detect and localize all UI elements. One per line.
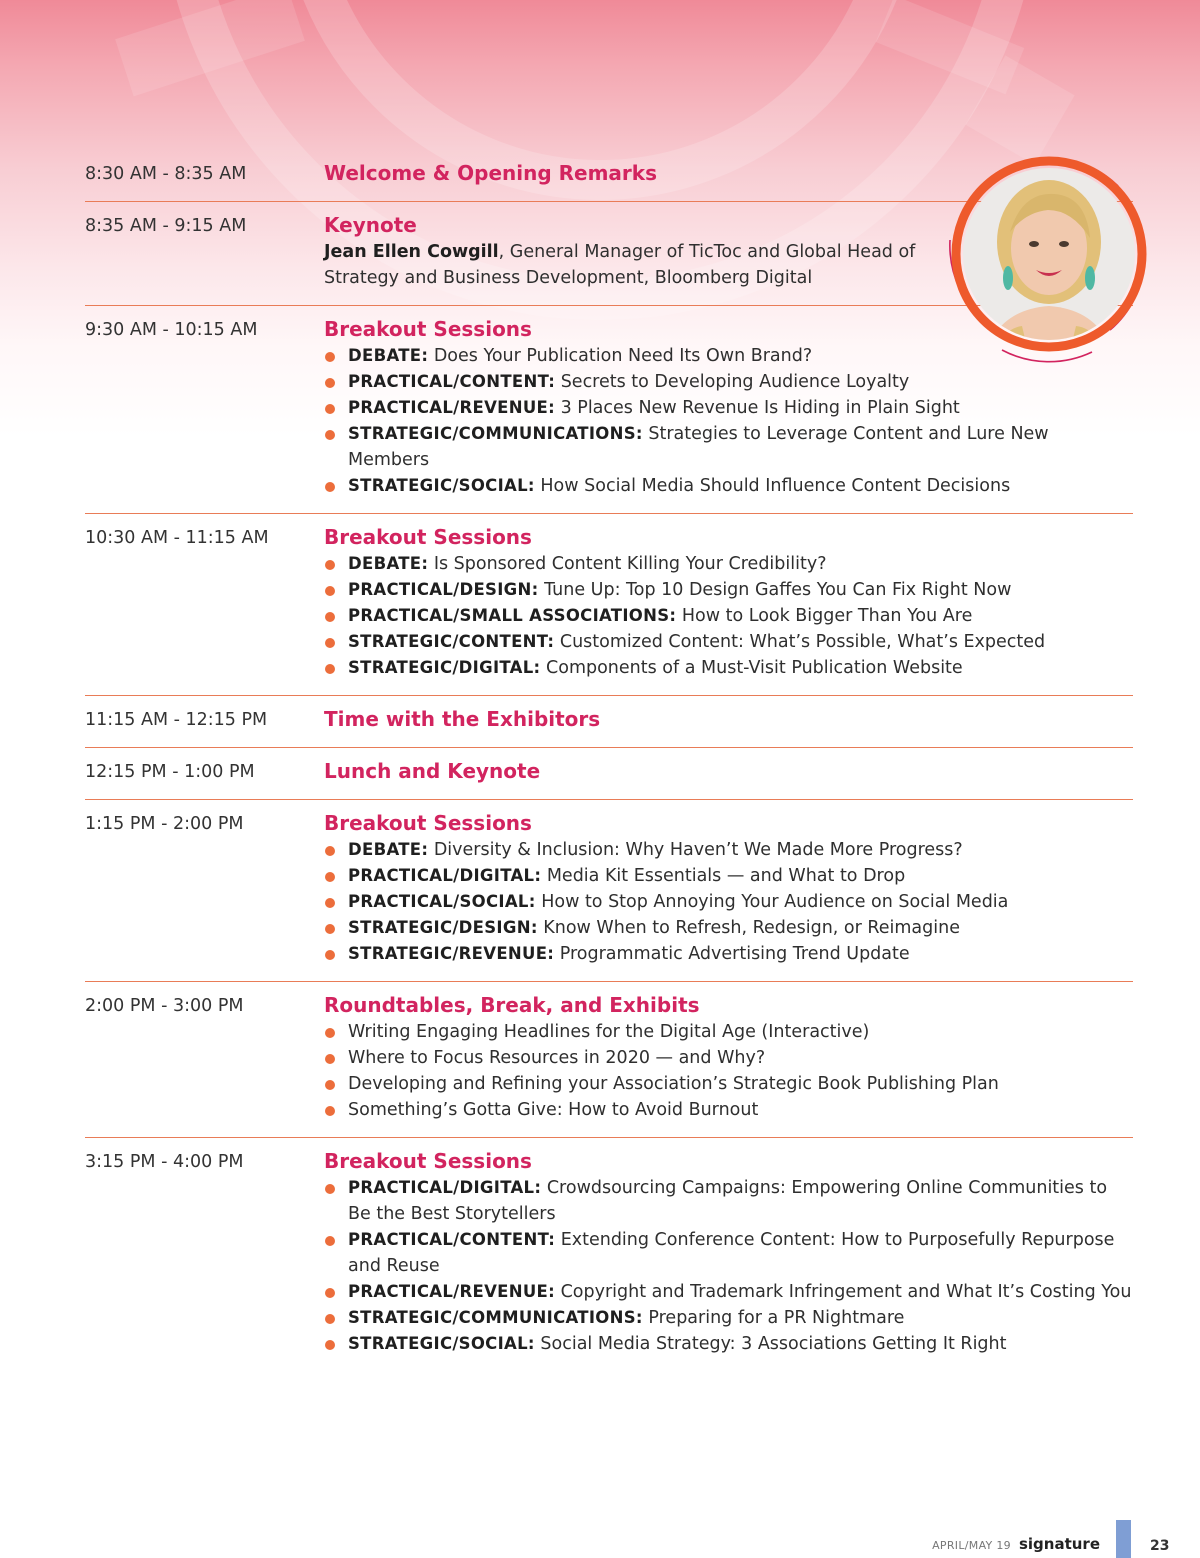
list-item xyxy=(324,577,1133,603)
bullet-icon xyxy=(325,638,335,648)
session-category: PRACTICAL/SOCIAL: xyxy=(348,892,536,911)
session-topic: Know When to Refresh, Redesign, or Reimagine xyxy=(537,918,960,938)
bullet-icon xyxy=(325,586,335,596)
bullet-icon xyxy=(325,352,335,362)
session-topic: Copyright and Trademark Infringement and What It’s Costing You xyxy=(555,1282,1132,1302)
session-time: 2:00 PM - 3:00 PM xyxy=(85,996,244,1016)
footer-issue xyxy=(932,1535,1100,1553)
bullet-icon xyxy=(325,664,335,674)
session-list xyxy=(324,837,1133,967)
bullet-icon xyxy=(325,1106,335,1116)
session-category: PRACTICAL/REVENUE: xyxy=(348,1282,555,1301)
session-topic: Customized Content: What’s Possible, What’s Expected xyxy=(554,632,1046,652)
agenda-row xyxy=(85,514,1133,696)
bullet-icon xyxy=(325,1028,335,1038)
list-item xyxy=(324,863,1133,889)
agenda-row xyxy=(85,696,1133,748)
session-list xyxy=(324,551,1133,681)
session-title: Roundtables, Break, and Exhibits xyxy=(324,993,700,1017)
session-topic: Developing and Refining your Association’s Strategic Book Publishing Plan xyxy=(348,1074,999,1094)
bullet-icon xyxy=(325,1314,335,1324)
bullet-icon xyxy=(325,1054,335,1064)
session-topic: Writing Engaging Headlines for the Digital Age (Interactive) xyxy=(348,1022,870,1042)
session-category: STRATEGIC/COMMUNICATIONS: xyxy=(348,1308,643,1327)
session-title: Time with the Exhibitors xyxy=(324,707,601,731)
list-item xyxy=(324,421,1133,473)
list-item xyxy=(324,1305,1133,1331)
session-category: PRACTICAL/DIGITAL: xyxy=(348,866,542,885)
bullet-icon xyxy=(325,1340,335,1350)
list-item xyxy=(324,1331,1133,1357)
list-item xyxy=(324,1097,1133,1123)
session-time: 3:15 PM - 4:00 PM xyxy=(85,1152,244,1172)
session-content xyxy=(324,992,1133,1123)
list-item xyxy=(324,1279,1133,1305)
session-topic: Extending Conference Content: How to Purposefully Repurpose and Reuse xyxy=(348,1230,1115,1276)
list-item xyxy=(324,473,1133,499)
list-item xyxy=(324,1071,1133,1097)
list-item xyxy=(324,629,1133,655)
session-content xyxy=(324,810,1133,967)
session-content xyxy=(324,758,1133,785)
session-topic: Does Your Publication Need Its Own Brand? xyxy=(428,346,813,366)
session-title: Breakout Sessions xyxy=(324,811,532,835)
session-topic: Social Media Strategy: 3 Associations Getting It Right xyxy=(534,1334,1007,1354)
session-title: Welcome & Opening Remarks xyxy=(324,161,657,185)
list-item xyxy=(324,1175,1133,1227)
session-topic: Tune Up: Top 10 Design Gaffes You Can Fix Right Now xyxy=(538,580,1012,600)
speaker-name: Jean Ellen Cowgill xyxy=(324,242,499,262)
session-category: STRATEGIC/COMMUNICATIONS: xyxy=(348,424,643,443)
page-number: 23 xyxy=(1150,1538,1170,1554)
session-topic: How to Look Bigger Than You Are xyxy=(676,606,973,626)
session-topic: Crowdsourcing Campaigns: Empowering Online Communities to Be the Best Storytellers xyxy=(348,1178,1108,1224)
list-item xyxy=(324,941,1133,967)
session-category: STRATEGIC/REVENUE: xyxy=(348,944,555,963)
session-topic: Strategies to Leverage Content and Lure New Members xyxy=(348,424,1049,470)
session-category: PRACTICAL/REVENUE: xyxy=(348,398,555,417)
bullet-icon xyxy=(325,950,335,960)
session-topic: Programmatic Advertising Trend Update xyxy=(554,944,910,964)
session-content xyxy=(324,524,1133,681)
footer-accent-bar xyxy=(1116,1520,1131,1558)
session-category: DEBATE: xyxy=(348,554,429,573)
list-item xyxy=(324,1045,1133,1071)
session-time: 9:30 AM - 10:15 AM xyxy=(85,320,258,340)
list-item xyxy=(324,915,1133,941)
session-category: STRATEGIC/SOCIAL: xyxy=(348,476,535,495)
session-topic: Something’s Gotta Give: How to Avoid Burnout xyxy=(348,1100,759,1120)
bullet-icon xyxy=(325,846,335,856)
bullet-icon xyxy=(325,404,335,414)
session-content xyxy=(324,1148,1133,1357)
bullet-icon xyxy=(325,1184,335,1194)
session-category: STRATEGIC/SOCIAL: xyxy=(348,1334,535,1353)
session-category: DEBATE: xyxy=(348,346,429,365)
session-topic: 3 Places New Revenue Is Hiding in Plain Sight xyxy=(555,398,960,418)
bullet-icon xyxy=(325,1236,335,1246)
session-topic: Secrets to Developing Audience Loyalty xyxy=(555,372,910,392)
keynote-speaker-photo xyxy=(942,150,1160,368)
session-category: STRATEGIC/DESIGN: xyxy=(348,918,538,937)
list-item xyxy=(324,551,1133,577)
bullet-icon xyxy=(325,1080,335,1090)
session-category: STRATEGIC/CONTENT: xyxy=(348,632,555,651)
session-title: Lunch and Keynote xyxy=(324,759,541,783)
session-category: DEBATE: xyxy=(348,840,429,859)
agenda-row xyxy=(85,1138,1133,1371)
session-time: 1:15 PM - 2:00 PM xyxy=(85,814,244,834)
session-topic: Components of a Must-Visit Publication Website xyxy=(540,658,963,678)
session-category: PRACTICAL/CONTENT: xyxy=(348,1230,556,1249)
session-category: PRACTICAL/SMALL ASSOCIATIONS: xyxy=(348,606,677,625)
session-content xyxy=(324,706,1133,733)
session-time: 12:15 PM - 1:00 PM xyxy=(85,762,255,782)
bullet-icon xyxy=(325,378,335,388)
bullet-icon xyxy=(325,898,335,908)
bullet-icon xyxy=(325,1288,335,1298)
list-item xyxy=(324,369,1133,395)
agenda-row xyxy=(85,800,1133,982)
bullet-icon xyxy=(325,560,335,570)
session-time: 8:35 AM - 9:15 AM xyxy=(85,216,247,236)
session-time: 11:15 AM - 12:15 PM xyxy=(85,710,268,730)
footer-brand: signature xyxy=(1018,1535,1100,1553)
session-title: Keynote xyxy=(324,213,417,237)
list-item xyxy=(324,603,1133,629)
session-list xyxy=(324,1019,1133,1123)
session-title: Breakout Sessions xyxy=(324,1149,532,1173)
session-time: 10:30 AM - 11:15 AM xyxy=(85,528,269,548)
bullet-icon xyxy=(325,872,335,882)
bullet-icon xyxy=(325,924,335,934)
session-topic: Diversity & Inclusion: Why Haven’t We Made More Progress? xyxy=(428,840,963,860)
footer-issue-date: APRIL/MAY 19 xyxy=(932,1539,1011,1552)
list-item xyxy=(324,1227,1133,1279)
list-item xyxy=(324,395,1133,421)
agenda-row xyxy=(85,982,1133,1138)
session-topic: How to Stop Annoying Your Audience on Social Media xyxy=(535,892,1009,912)
list-item xyxy=(324,655,1133,681)
session-title: Breakout Sessions xyxy=(324,317,532,341)
agenda-row xyxy=(85,748,1133,800)
session-category: PRACTICAL/DESIGN: xyxy=(348,580,539,599)
bullet-icon xyxy=(325,482,335,492)
session-category: PRACTICAL/CONTENT: xyxy=(348,372,556,391)
session-title: Breakout Sessions xyxy=(324,525,532,549)
keynote-speaker xyxy=(324,239,934,291)
bullet-icon xyxy=(325,612,335,622)
list-item xyxy=(324,1019,1133,1045)
session-topic: Media Kit Essentials — and What to Drop xyxy=(541,866,906,886)
session-category: STRATEGIC/DIGITAL: xyxy=(348,658,541,677)
session-topic: Where to Focus Resources in 2020 — and Why? xyxy=(348,1048,766,1068)
session-topic: Preparing for a PR Nightmare xyxy=(642,1308,905,1328)
list-item xyxy=(324,889,1133,915)
speaker-role: , General Manager of TicToc and Global Head of Strategy and Business Development, Bloomberg Digital xyxy=(324,242,916,288)
list-item xyxy=(324,837,1133,863)
session-time: 8:30 AM - 8:35 AM xyxy=(85,164,247,184)
session-list xyxy=(324,1175,1133,1357)
session-category: PRACTICAL/DIGITAL: xyxy=(348,1178,542,1197)
session-topic: Is Sponsored Content Killing Your Credibility? xyxy=(428,554,827,574)
session-topic: How Social Media Should Influence Content Decisions xyxy=(534,476,1011,496)
bullet-icon xyxy=(325,430,335,440)
